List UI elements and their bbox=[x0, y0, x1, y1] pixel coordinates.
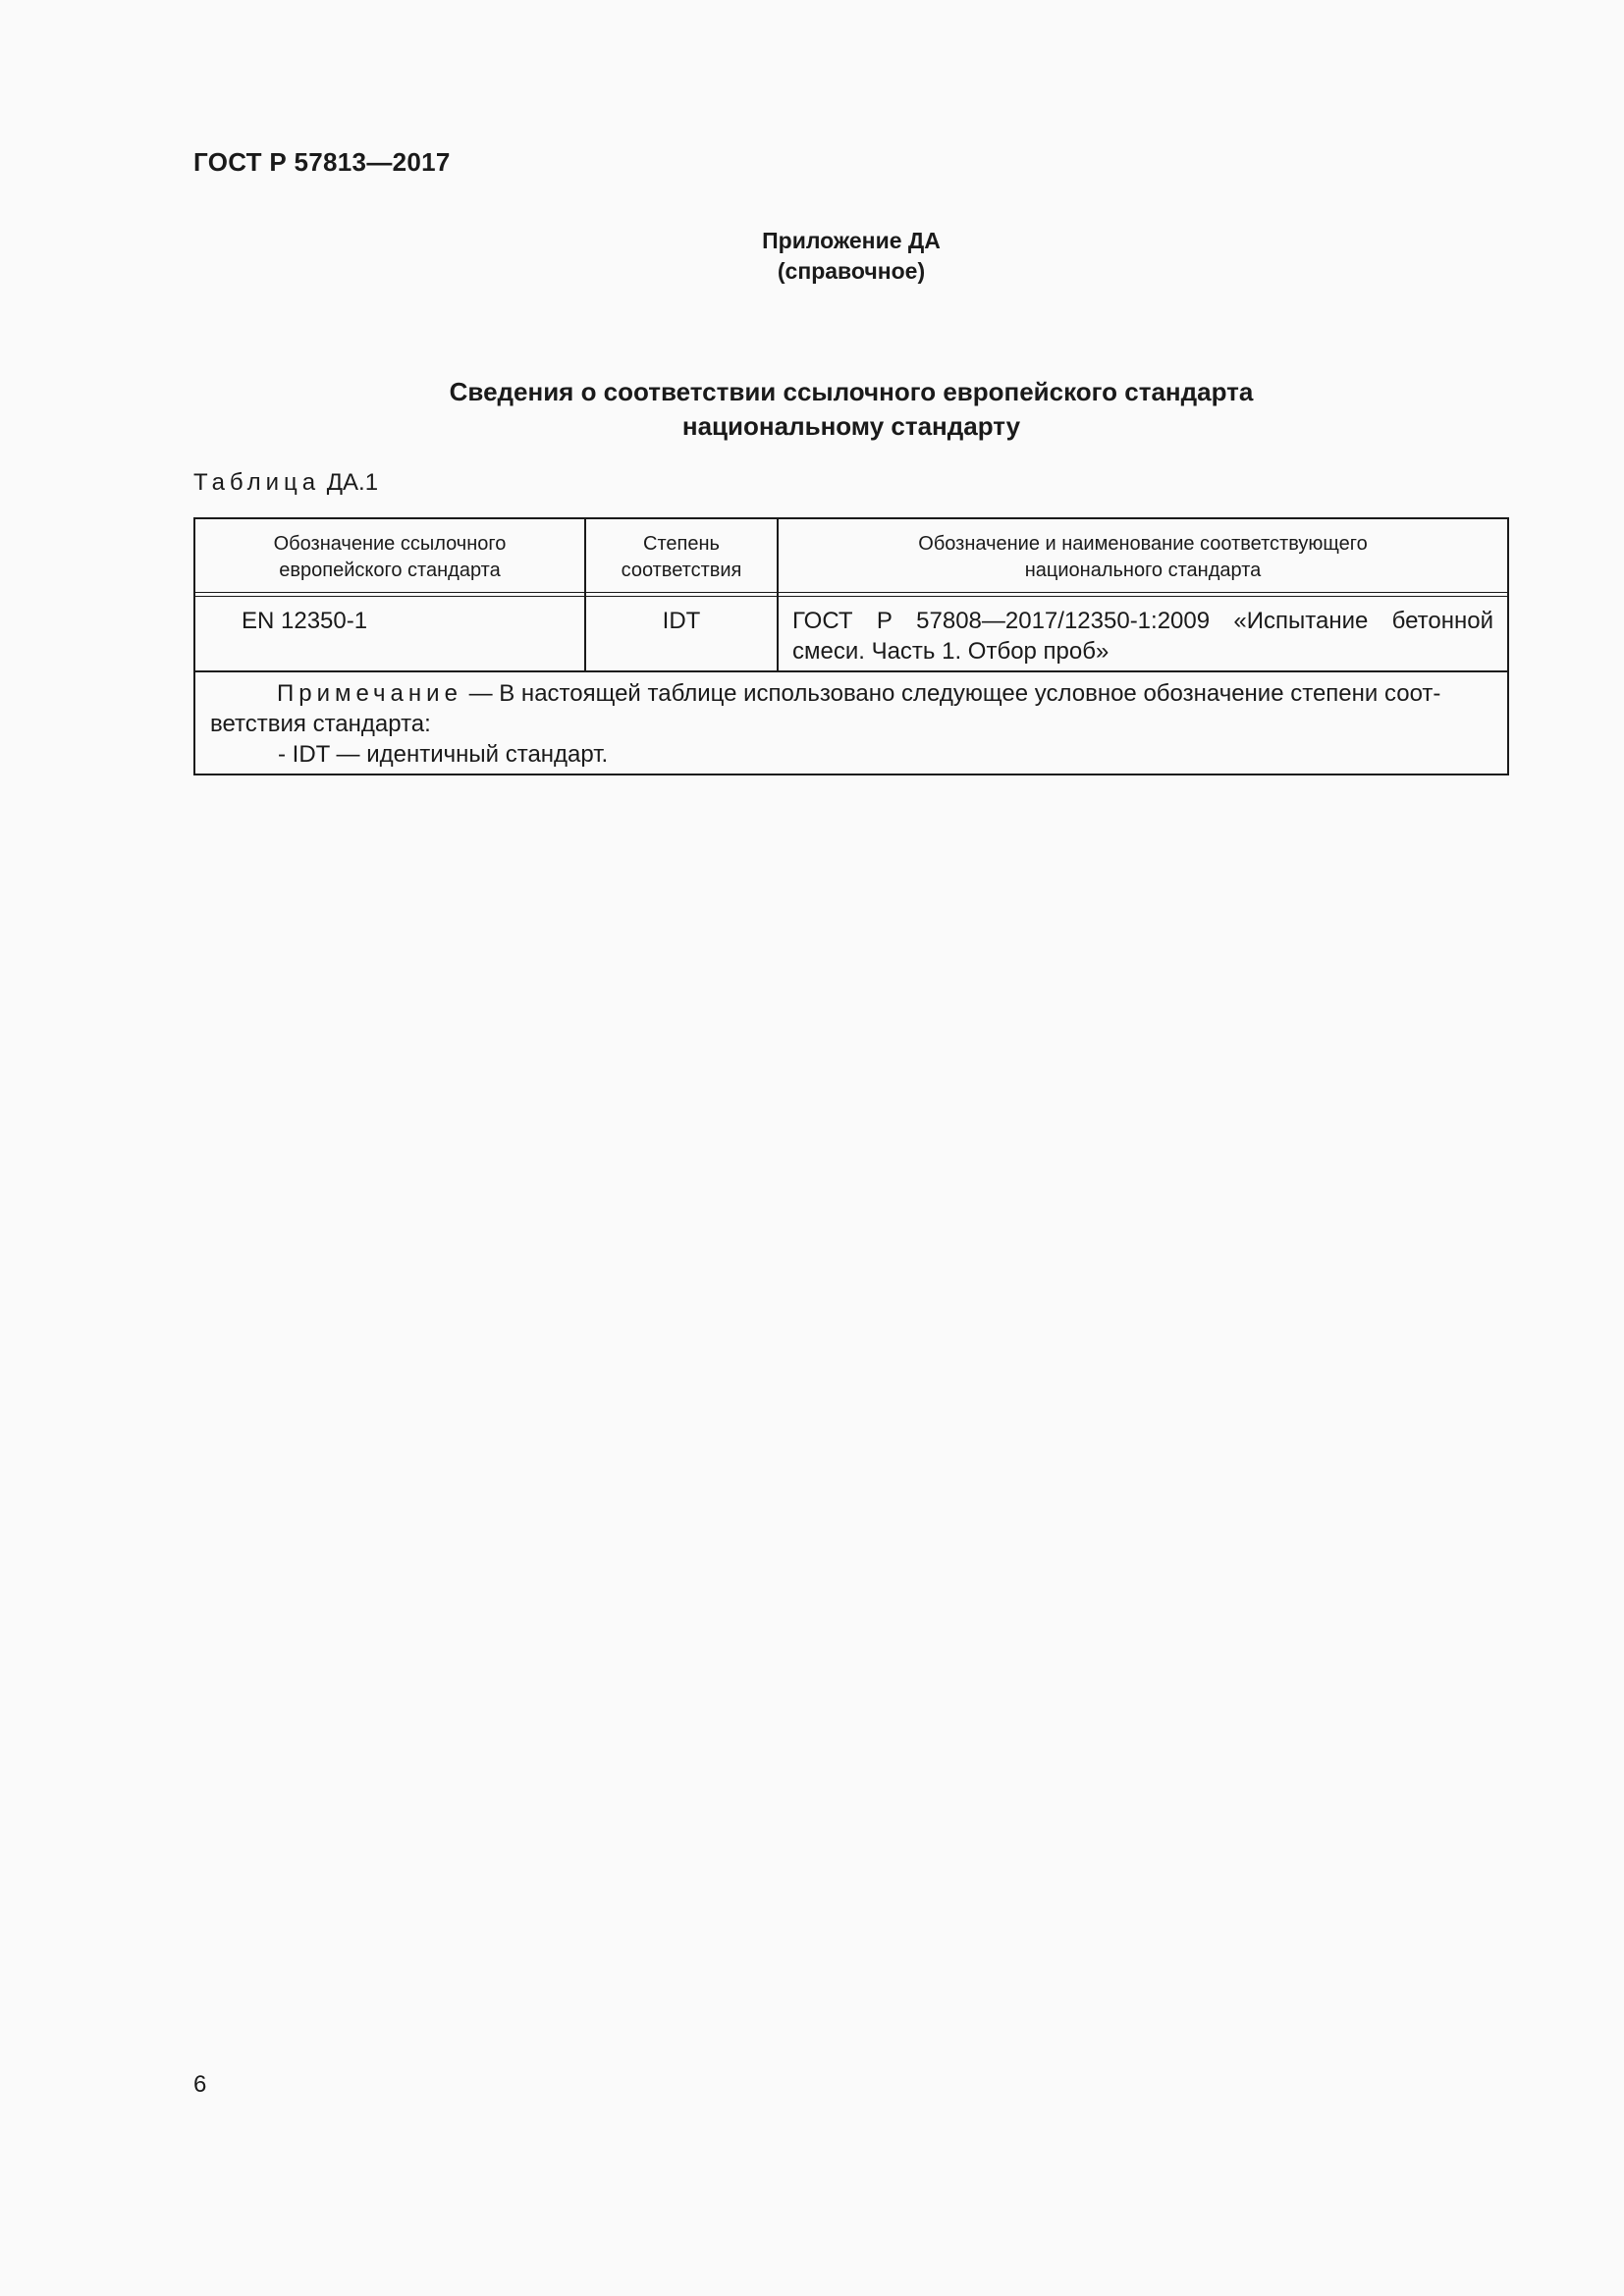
note-line1 bbox=[210, 678, 1492, 709]
table-header-reference bbox=[195, 531, 584, 584]
header-text: соответствия bbox=[621, 560, 742, 581]
document-code: ГОСТ Р 57813—2017 bbox=[193, 147, 451, 177]
cell-reference: EN 12350-1 bbox=[242, 608, 368, 634]
table-caption-number: ДА.1 bbox=[326, 469, 379, 496]
appendix-subtitle: (справочное) bbox=[777, 258, 926, 284]
cell-national bbox=[792, 606, 1493, 667]
note-label: Примечание bbox=[277, 680, 462, 707]
header-text: европейского стандарта bbox=[279, 560, 501, 581]
table-note bbox=[210, 678, 1492, 770]
section-title-line2: национальному стандарту bbox=[681, 411, 1021, 441]
table-header-degree bbox=[586, 531, 777, 584]
cell-national-line1: ГОСТ Р 57808—2017/12350-1:2009 «Испытание бетонной bbox=[792, 608, 1493, 634]
section-title bbox=[193, 375, 1509, 444]
header-text: Обозначение ссылочного bbox=[273, 533, 507, 555]
appendix-heading bbox=[193, 226, 1509, 287]
table-header-national bbox=[779, 531, 1507, 584]
table-caption bbox=[193, 469, 378, 497]
cell-degree: IDT bbox=[662, 608, 701, 634]
table-caption-word: Таблица bbox=[193, 469, 321, 496]
cell-national-line2: смеси. Часть 1. Отбор проб» bbox=[792, 638, 1110, 665]
header-text: национального стандарта bbox=[1024, 560, 1262, 581]
header-divider bbox=[195, 592, 1507, 597]
note-line2: ветствия стандарта: bbox=[210, 711, 431, 737]
section-title-line1: Сведения о соответствии ссылочного европейского стандарта bbox=[449, 377, 1254, 406]
note-divider bbox=[195, 670, 1507, 672]
header-text: Степень bbox=[643, 533, 720, 555]
correspondence-table bbox=[193, 517, 1509, 775]
note-text: — В настоящей таблице использовано следующее условное обозначение степени соот- bbox=[461, 680, 1441, 707]
note-line3: - IDT — идентичный стандарт. bbox=[278, 741, 609, 768]
appendix-title: Приложение ДА bbox=[762, 228, 941, 253]
header-text: Обозначение и наименование соответствующего bbox=[918, 533, 1368, 555]
page-number: 6 bbox=[193, 2071, 207, 2098]
